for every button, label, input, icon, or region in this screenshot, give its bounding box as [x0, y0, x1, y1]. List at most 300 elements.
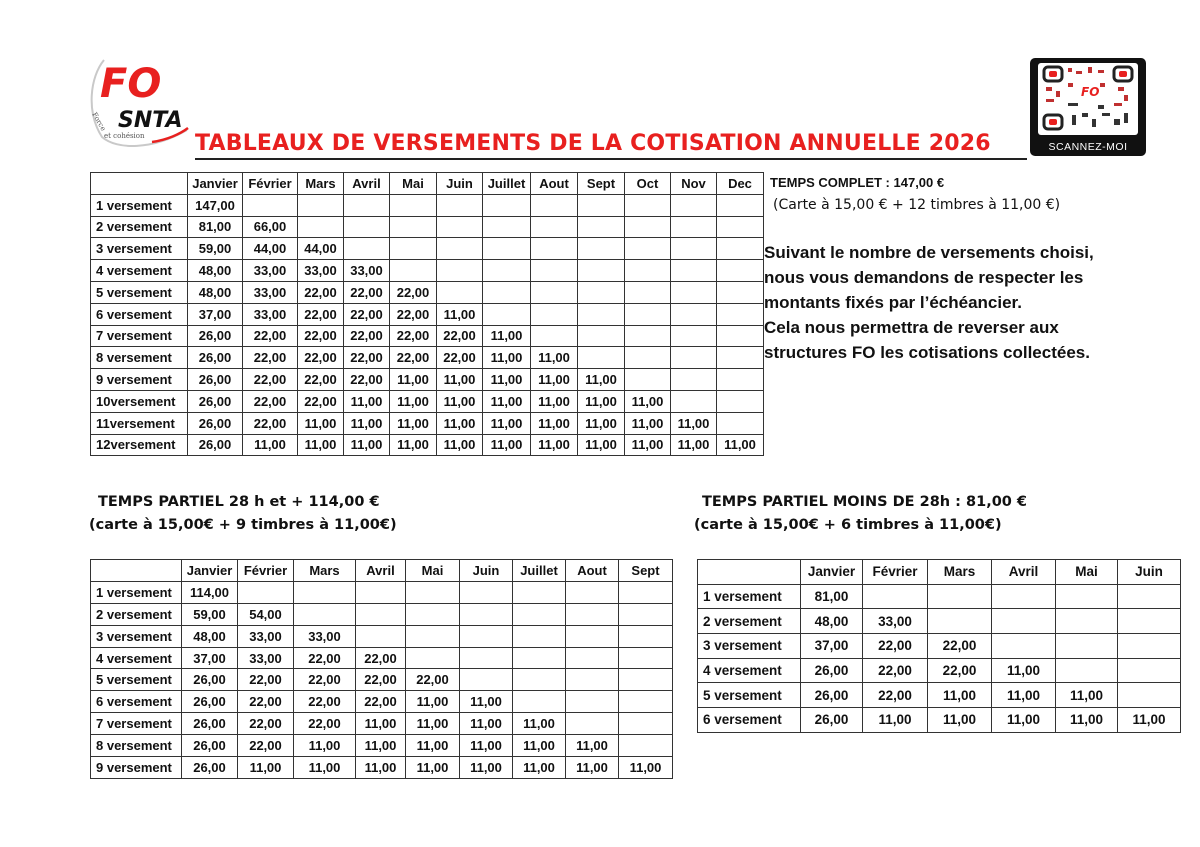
amount-cell: 81,00 — [188, 216, 243, 238]
amount-cell: 11,00 — [566, 757, 619, 779]
amount-cell: 11,00 — [437, 369, 483, 391]
amount-cell: 33,00 — [243, 303, 298, 325]
amount-cell: 37,00 — [188, 303, 243, 325]
amount-cell — [1056, 658, 1118, 683]
amount-cell: 11,00 — [356, 713, 406, 735]
amount-cell: 11,00 — [578, 390, 625, 412]
amount-cell: 11,00 — [1118, 708, 1181, 733]
table-row — [698, 708, 1181, 733]
amount-cell: 22,00 — [928, 658, 992, 683]
amount-cell: 22,00 — [238, 669, 294, 691]
table-row — [91, 216, 764, 238]
amount-cell: 33,00 — [863, 609, 928, 634]
amount-cell: 11,00 — [992, 658, 1056, 683]
amount-cell — [513, 581, 566, 603]
row-label: 2 versement — [91, 603, 182, 625]
temps-partiel-moins-28-detail: (carte à 15,00€ + 6 timbres à 11,00€) — [694, 517, 1002, 533]
table-row — [91, 260, 764, 282]
column-header: Mars — [298, 173, 344, 195]
column-header: Février — [238, 560, 294, 582]
amount-cell — [625, 281, 671, 303]
amount-cell: 11,00 — [625, 390, 671, 412]
row-label: 6 versement — [91, 691, 182, 713]
amount-cell: 26,00 — [188, 390, 243, 412]
column-header: Mai — [406, 560, 460, 582]
amount-cell: 33,00 — [344, 260, 390, 282]
table-row — [698, 609, 1181, 634]
column-header: Aout — [531, 173, 578, 195]
amount-cell: 22,00 — [390, 281, 437, 303]
amount-cell: 26,00 — [182, 757, 238, 779]
amount-cell — [625, 347, 671, 369]
table-row — [91, 281, 764, 303]
amount-cell: 11,00 — [460, 691, 513, 713]
svg-text:FO: FO — [1081, 85, 1100, 99]
amount-cell: 11,00 — [531, 412, 578, 434]
amount-cell — [578, 216, 625, 238]
table-row — [91, 757, 673, 779]
table-row — [91, 325, 764, 347]
amount-cell — [531, 194, 578, 216]
amount-cell — [390, 238, 437, 260]
amount-cell: 11,00 — [390, 412, 437, 434]
amount-cell — [625, 260, 671, 282]
amount-cell: 11,00 — [294, 757, 356, 779]
amount-cell — [238, 581, 294, 603]
fo-snta-logo — [82, 52, 192, 152]
amount-cell: 26,00 — [182, 669, 238, 691]
table-row — [698, 634, 1181, 659]
amount-cell — [578, 238, 625, 260]
amount-cell: 22,00 — [390, 325, 437, 347]
amount-cell — [294, 581, 356, 603]
amount-cell: 11,00 — [1056, 708, 1118, 733]
amount-cell — [1056, 634, 1118, 659]
amount-cell: 26,00 — [188, 434, 243, 456]
amount-cell — [483, 281, 531, 303]
instructions-line: Cela nous permettra de reverser aux — [764, 318, 1059, 337]
amount-cell — [717, 238, 764, 260]
amount-cell — [356, 625, 406, 647]
amount-cell — [625, 238, 671, 260]
amount-cell: 147,00 — [188, 194, 243, 216]
amount-cell: 11,00 — [513, 757, 566, 779]
amount-cell — [928, 609, 992, 634]
amount-cell: 11,00 — [513, 713, 566, 735]
column-header: Oct — [625, 173, 671, 195]
amount-cell — [531, 303, 578, 325]
amount-cell: 22,00 — [390, 347, 437, 369]
row-label: 6 versement — [698, 708, 801, 733]
svg-text:SNTA: SNTA — [118, 108, 183, 133]
amount-cell: 11,00 — [390, 369, 437, 391]
header-corner-cell — [91, 560, 182, 582]
amount-cell — [717, 260, 764, 282]
amount-cell — [566, 647, 619, 669]
amount-cell — [390, 260, 437, 282]
amount-cell — [625, 216, 671, 238]
table-row — [91, 669, 673, 691]
amount-cell — [356, 603, 406, 625]
amount-cell: 22,00 — [344, 281, 390, 303]
amount-cell: 11,00 — [344, 412, 390, 434]
amount-cell: 11,00 — [531, 434, 578, 456]
column-header: Février — [863, 560, 928, 585]
amount-cell: 22,00 — [863, 634, 928, 659]
svg-text:Force: Force — [90, 111, 108, 133]
row-label: 7 versement — [91, 325, 188, 347]
amount-cell — [619, 669, 673, 691]
amount-cell — [531, 238, 578, 260]
amount-cell — [717, 325, 764, 347]
amount-cell: 11,00 — [483, 390, 531, 412]
table-row — [91, 691, 673, 713]
amount-cell: 33,00 — [298, 260, 344, 282]
table-row — [91, 303, 764, 325]
amount-cell — [671, 347, 717, 369]
amount-cell: 26,00 — [188, 325, 243, 347]
amount-cell — [531, 216, 578, 238]
amount-cell: 11,00 — [671, 434, 717, 456]
table-header-row — [91, 560, 673, 582]
amount-cell: 11,00 — [483, 369, 531, 391]
row-label: 5 versement — [698, 683, 801, 708]
amount-cell: 26,00 — [182, 713, 238, 735]
amount-cell: 11,00 — [483, 325, 531, 347]
amount-cell — [460, 581, 513, 603]
amount-cell — [1118, 658, 1181, 683]
amount-cell — [298, 194, 344, 216]
amount-cell: 11,00 — [863, 708, 928, 733]
amount-cell: 11,00 — [344, 434, 390, 456]
column-header: Juillet — [513, 560, 566, 582]
amount-cell — [928, 584, 992, 609]
amount-cell: 11,00 — [298, 412, 344, 434]
column-header: Mars — [928, 560, 992, 585]
qr-label: SCANNEZ-MOI — [1048, 141, 1128, 153]
column-header: Juillet — [483, 173, 531, 195]
amount-cell: 11,00 — [566, 735, 619, 757]
amount-cell: 22,00 — [238, 691, 294, 713]
amount-cell: 26,00 — [188, 369, 243, 391]
amount-cell: 59,00 — [182, 603, 238, 625]
amount-cell — [625, 194, 671, 216]
amount-cell — [513, 625, 566, 647]
amount-cell: 22,00 — [294, 647, 356, 669]
amount-cell: 44,00 — [298, 238, 344, 260]
amount-cell: 22,00 — [406, 669, 460, 691]
table-row — [91, 390, 764, 412]
amount-cell — [671, 390, 717, 412]
amount-cell — [344, 216, 390, 238]
amount-cell: 11,00 — [992, 683, 1056, 708]
amount-cell: 11,00 — [390, 390, 437, 412]
amount-cell — [531, 281, 578, 303]
amount-cell — [619, 647, 673, 669]
amount-cell — [717, 412, 764, 434]
qr-code[interactable] — [1030, 58, 1146, 156]
amount-cell — [671, 325, 717, 347]
amount-cell: 11,00 — [928, 683, 992, 708]
amount-cell — [717, 369, 764, 391]
amount-cell: 11,00 — [356, 757, 406, 779]
amount-cell: 22,00 — [863, 658, 928, 683]
amount-cell — [619, 581, 673, 603]
row-label: 3 versement — [91, 238, 188, 260]
amount-cell: 26,00 — [182, 691, 238, 713]
table-row — [698, 683, 1181, 708]
amount-cell: 11,00 — [460, 735, 513, 757]
amount-cell — [578, 260, 625, 282]
amount-cell: 22,00 — [298, 303, 344, 325]
amount-cell: 48,00 — [182, 625, 238, 647]
amount-cell — [671, 238, 717, 260]
amount-cell — [619, 691, 673, 713]
amount-cell — [298, 216, 344, 238]
column-header: Janvier — [182, 560, 238, 582]
header-corner-cell — [91, 173, 188, 195]
amount-cell — [437, 194, 483, 216]
amount-cell: 22,00 — [356, 647, 406, 669]
table-header-row — [91, 173, 764, 195]
table-row — [91, 735, 673, 757]
amount-cell: 11,00 — [578, 412, 625, 434]
amount-cell — [717, 390, 764, 412]
column-header: Mars — [294, 560, 356, 582]
amount-cell: 22,00 — [863, 683, 928, 708]
amount-cell — [483, 216, 531, 238]
amount-cell — [863, 584, 928, 609]
row-label: 11versement — [91, 412, 188, 434]
amount-cell: 11,00 — [513, 735, 566, 757]
amount-cell: 22,00 — [238, 735, 294, 757]
title-underline — [195, 158, 1027, 160]
amount-cell — [671, 281, 717, 303]
header-corner-cell — [698, 560, 801, 585]
amount-cell — [566, 603, 619, 625]
temps-complet-heading: TEMPS COMPLET : 147,00 € — [770, 175, 945, 190]
amount-cell: 11,00 — [483, 434, 531, 456]
amount-cell: 11,00 — [298, 434, 344, 456]
amount-cell — [1118, 584, 1181, 609]
row-label: 3 versement — [698, 634, 801, 659]
amount-cell: 11,00 — [460, 713, 513, 735]
amount-cell: 22,00 — [243, 390, 298, 412]
amount-cell — [566, 581, 619, 603]
amount-cell — [619, 735, 673, 757]
amount-cell: 26,00 — [182, 735, 238, 757]
amount-cell — [344, 238, 390, 260]
amount-cell: 22,00 — [243, 369, 298, 391]
row-label: 9 versement — [91, 757, 182, 779]
temps-partiel-moins-28-table — [697, 559, 1181, 733]
amount-cell: 11,00 — [578, 369, 625, 391]
amount-cell: 26,00 — [801, 683, 863, 708]
column-header: Sept — [578, 173, 625, 195]
row-label: 5 versement — [91, 281, 188, 303]
amount-cell — [531, 260, 578, 282]
column-header: Mai — [390, 173, 437, 195]
column-header: Juin — [460, 560, 513, 582]
amount-cell — [460, 603, 513, 625]
amount-cell — [344, 194, 390, 216]
amount-cell: 22,00 — [437, 347, 483, 369]
amount-cell: 11,00 — [437, 390, 483, 412]
amount-cell: 11,00 — [531, 369, 578, 391]
amount-cell — [717, 303, 764, 325]
amount-cell: 11,00 — [992, 708, 1056, 733]
amount-cell: 11,00 — [625, 434, 671, 456]
table-row — [91, 347, 764, 369]
amount-cell: 54,00 — [238, 603, 294, 625]
amount-cell: 11,00 — [625, 412, 671, 434]
amount-cell — [717, 281, 764, 303]
amount-cell: 22,00 — [243, 347, 298, 369]
temps-partiel-28-table — [90, 559, 673, 779]
amount-cell — [625, 369, 671, 391]
amount-cell: 11,00 — [294, 735, 356, 757]
amount-cell — [406, 581, 460, 603]
row-label: 8 versement — [91, 347, 188, 369]
row-label: 9 versement — [91, 369, 188, 391]
row-label: 1 versement — [91, 194, 188, 216]
temps-partiel-28-heading: TEMPS PARTIEL 28 h et + 114,00 € — [98, 494, 380, 510]
amount-cell — [390, 194, 437, 216]
column-header: Avril — [992, 560, 1056, 585]
amount-cell — [406, 603, 460, 625]
amount-cell — [578, 325, 625, 347]
row-label: 10versement — [91, 390, 188, 412]
amount-cell: 48,00 — [188, 281, 243, 303]
instructions-line: structures FO les cotisations collectées. — [764, 343, 1090, 362]
amount-cell: 37,00 — [801, 634, 863, 659]
amount-cell — [460, 625, 513, 647]
amount-cell: 59,00 — [188, 238, 243, 260]
column-header: Avril — [344, 173, 390, 195]
amount-cell — [1118, 609, 1181, 634]
amount-cell — [460, 669, 513, 691]
table-row — [91, 238, 764, 260]
row-label: 3 versement — [91, 625, 182, 647]
column-header: Dec — [717, 173, 764, 195]
amount-cell: 11,00 — [437, 412, 483, 434]
amount-cell — [243, 194, 298, 216]
amount-cell: 11,00 — [390, 434, 437, 456]
amount-cell: 11,00 — [717, 434, 764, 456]
amount-cell — [578, 347, 625, 369]
amount-cell — [671, 194, 717, 216]
amount-cell — [566, 669, 619, 691]
amount-cell — [483, 260, 531, 282]
amount-cell: 11,00 — [483, 412, 531, 434]
amount-cell: 22,00 — [437, 325, 483, 347]
amount-cell — [578, 194, 625, 216]
amount-cell — [1056, 584, 1118, 609]
column-header: Janvier — [801, 560, 863, 585]
amount-cell: 11,00 — [344, 390, 390, 412]
temps-partiel-28-detail: (carte à 15,00€ + 9 timbres à 11,00€) — [89, 517, 397, 533]
amount-cell — [717, 347, 764, 369]
amount-cell — [717, 194, 764, 216]
amount-cell — [513, 691, 566, 713]
amount-cell: 44,00 — [243, 238, 298, 260]
amount-cell — [578, 303, 625, 325]
amount-cell — [566, 691, 619, 713]
column-header: Février — [243, 173, 298, 195]
amount-cell: 81,00 — [801, 584, 863, 609]
amount-cell: 48,00 — [188, 260, 243, 282]
amount-cell: 11,00 — [460, 757, 513, 779]
amount-cell: 22,00 — [298, 347, 344, 369]
amount-cell: 11,00 — [437, 303, 483, 325]
row-label: 12versement — [91, 434, 188, 456]
qr-code-icon — [1038, 63, 1138, 135]
amount-cell: 33,00 — [243, 281, 298, 303]
amount-cell: 22,00 — [390, 303, 437, 325]
amount-cell — [619, 625, 673, 647]
table-row — [91, 194, 764, 216]
temps-partiel-moins-28-heading: TEMPS PARTIEL MOINS DE 28h : 81,00 € — [702, 494, 1028, 510]
table-row — [91, 625, 673, 647]
amount-cell: 22,00 — [238, 713, 294, 735]
amount-cell: 11,00 — [1056, 683, 1118, 708]
amount-cell: 11,00 — [243, 434, 298, 456]
amount-cell: 33,00 — [243, 260, 298, 282]
amount-cell: 22,00 — [243, 325, 298, 347]
amount-cell: 22,00 — [294, 669, 356, 691]
amount-cell: 11,00 — [238, 757, 294, 779]
table-row — [91, 713, 673, 735]
amount-cell: 114,00 — [182, 581, 238, 603]
amount-cell — [437, 281, 483, 303]
row-label: 8 versement — [91, 735, 182, 757]
svg-text:FO: FO — [100, 61, 162, 107]
amount-cell: 11,00 — [531, 347, 578, 369]
table-row — [698, 658, 1181, 683]
table-row — [91, 581, 673, 603]
amount-cell — [671, 216, 717, 238]
instructions-line: montants fixés par l’échéancier. — [764, 293, 1022, 312]
column-header: Aout — [566, 560, 619, 582]
amount-cell: 26,00 — [188, 347, 243, 369]
table-row — [91, 369, 764, 391]
row-label: 1 versement — [698, 584, 801, 609]
amount-cell — [406, 647, 460, 669]
amount-cell — [513, 603, 566, 625]
amount-cell: 66,00 — [243, 216, 298, 238]
amount-cell: 11,00 — [578, 434, 625, 456]
amount-cell: 22,00 — [294, 713, 356, 735]
amount-cell — [625, 303, 671, 325]
amount-cell: 11,00 — [531, 390, 578, 412]
amount-cell: 22,00 — [298, 369, 344, 391]
amount-cell — [437, 216, 483, 238]
amount-cell — [437, 260, 483, 282]
table-row — [91, 603, 673, 625]
table-row — [698, 584, 1181, 609]
temps-complet-detail: (Carte à 15,00 € + 12 timbres à 11,00 €) — [773, 197, 1061, 213]
column-header: Mai — [1056, 560, 1118, 585]
amount-cell: 26,00 — [801, 658, 863, 683]
amount-cell — [460, 647, 513, 669]
row-label: 4 versement — [698, 658, 801, 683]
column-header: Nov — [671, 173, 717, 195]
amount-cell: 22,00 — [344, 347, 390, 369]
amount-cell — [483, 194, 531, 216]
row-label: 2 versement — [698, 609, 801, 634]
amount-cell: 11,00 — [406, 757, 460, 779]
amount-cell: 37,00 — [182, 647, 238, 669]
